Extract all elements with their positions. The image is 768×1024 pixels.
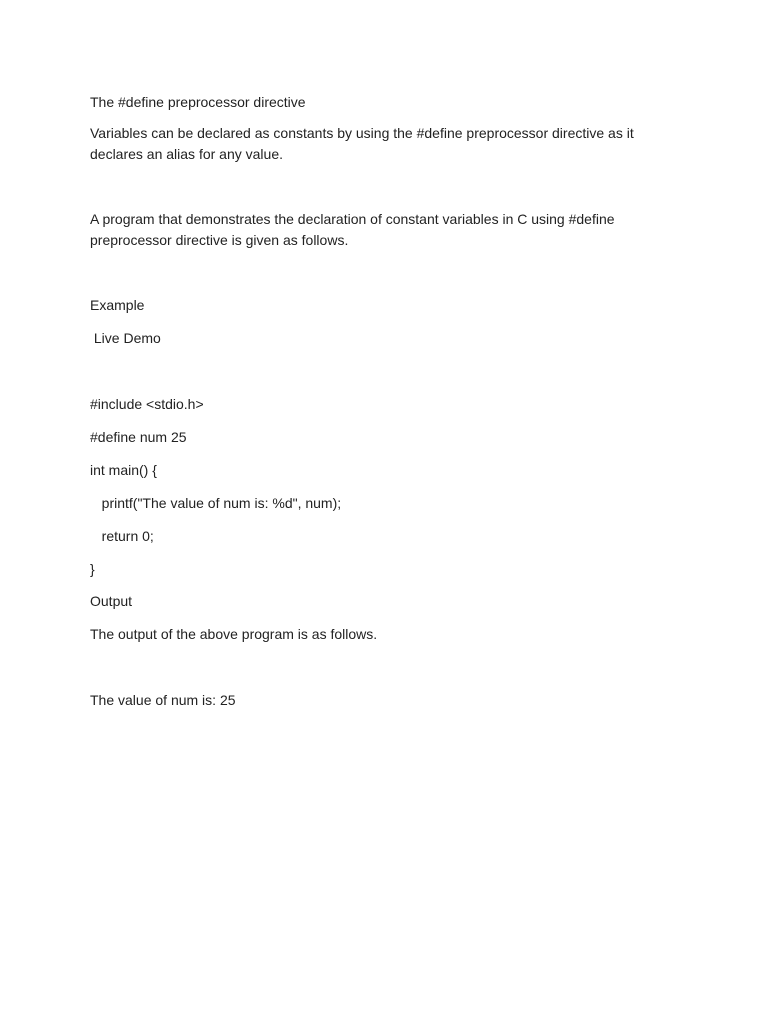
live-demo-link[interactable]: Live Demo [90, 330, 161, 346]
code-line: int main() { [90, 462, 157, 478]
intro-line: declares an alias for any value. [90, 146, 283, 162]
output-label: Output [90, 593, 133, 609]
intro-paragraph [90, 123, 650, 165]
program-intro-line: A program that demonstrates the declaration of constant variables in C using #define [90, 211, 615, 227]
program-intro-line: preprocessor directive is given as follows. [90, 232, 349, 248]
intro-line: Variables can be declared as constants by using the #define preprocessor directive as it [90, 125, 634, 141]
code-line: #include <stdio.h> [90, 396, 204, 412]
example-label: Example [90, 297, 145, 313]
output-intro: The output of the above program is as follows. [90, 626, 378, 642]
code-line: printf("The value of num is: %d", num); [90, 495, 342, 511]
code-line: return 0; [90, 528, 154, 544]
code-line: } [90, 561, 95, 577]
program-intro-paragraph [90, 209, 650, 251]
document-heading: The #define preprocessor directive [90, 94, 306, 110]
code-line: #define num 25 [90, 429, 187, 445]
output-result: The value of num is: 25 [90, 692, 236, 708]
